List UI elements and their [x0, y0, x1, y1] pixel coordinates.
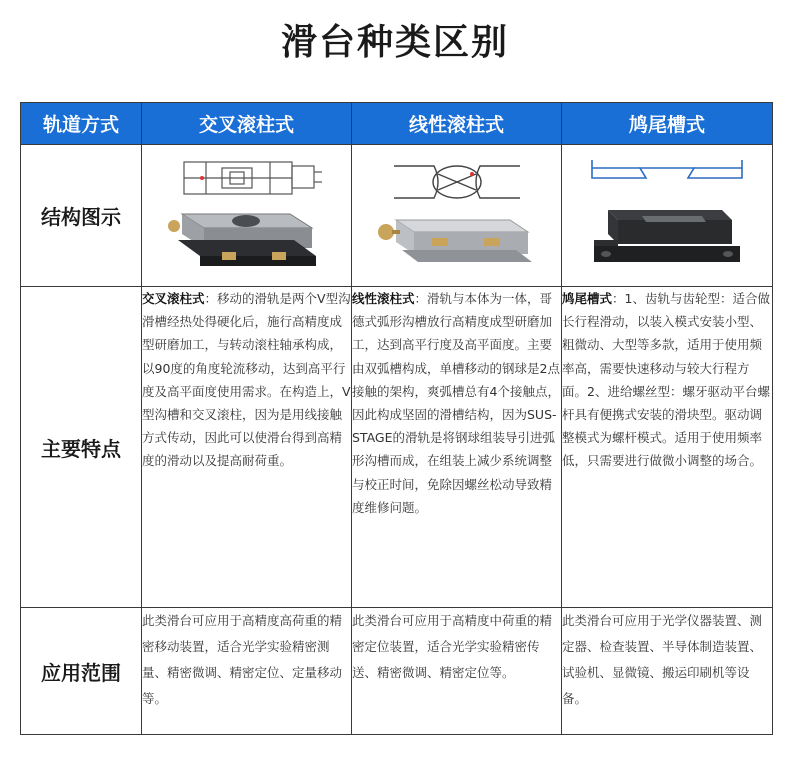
linear-roller-features [352, 287, 562, 608]
row-label-features: 主要特点 [21, 287, 142, 608]
linear-roller-image [352, 145, 562, 287]
row-label-structure: 结构图示 [21, 145, 142, 287]
dovetail-features [562, 287, 773, 608]
cross-roller-application: 此类滑台可应用于高精度高荷重的精密移动装置，适合光学实验精密测量、精密微调、精密定位、定量移动等。 [142, 608, 352, 735]
linear-roller-application: 此类滑台可应用于高精度中荷重的精密定位装置，适合光学实验精密传送、精密微调、精密定位等。 [352, 608, 562, 735]
dovetail-stage-illustration [582, 152, 752, 280]
dovetail-description: ：1、齿轨与齿轮型：适合做长行程滑动，以装入模式安装小型、粗微动、大型等多款，适用于使用频率高，需要快速移动与较大行程方面。2、进给螺丝型：螺牙驱动平台螺杆具有便携式安装的滑块型。驱动调整模式为螺杆模式。适用于使用频率低，只需要进行做微小调整的场合。 [562, 291, 770, 469]
linear-roller-term: 线性滚柱式 [352, 291, 415, 306]
cross-roller-description: ：移动的滑轨是两个V型沟滑槽经热处得硬化后，施行高精度成型研磨加工，与转动滚柱轴承构成，以90度的角度轮流移动，达到高平行度及高平面度使用需求。在构造上，V型沟槽和交叉滚柱，因为是用线接触方式传动，因此可以使滑台得到高精度的滑动以及提高耐荷重。 [142, 291, 351, 469]
row-label-application: 应用范围 [21, 608, 142, 735]
page-title: 滑台种类区别 [280, 22, 509, 63]
header-row [21, 103, 773, 145]
dovetail-application: 此类滑台可应用于光学仪器装置、测定器、检查装置、半导体制造装置、试验机、显微镜、搬运印刷机等设备。 [562, 608, 773, 735]
header-cross-roller: 交叉滚柱式 [142, 103, 352, 145]
cross-roller-stage-illustration [162, 152, 332, 280]
dovetail-image [562, 145, 773, 287]
application-row [21, 608, 773, 735]
header-linear-roller: 线性滚柱式 [352, 103, 562, 145]
cross-roller-features [142, 287, 352, 608]
comparison-table [20, 102, 773, 735]
linear-roller-stage-illustration [372, 152, 542, 280]
header-rail-type: 轨道方式 [21, 103, 142, 145]
dovetail-term: 鸠尾槽式 [562, 291, 613, 306]
header-dovetail: 鸠尾槽式 [562, 103, 773, 145]
structure-row [21, 145, 773, 287]
linear-roller-description: ：滑轨与本体为一体，哥德式弧形沟槽放行高精度成型研磨加工，达到高平行度及高平面度。主要由双弧槽构成，单槽移动的钢球是2点接触的架构，爽弧槽总有4个接触点，因此构成坚固的滑槽结构，因为SUS-STAGE的滑轨是将钢球组装导引进弧形沟槽而成，在组装上减少系统调整与校正时间，免除因螺丝松动导致精度维修问题。 [352, 291, 560, 515]
cross-roller-term: 交叉滚柱式 [142, 291, 205, 306]
features-row [21, 287, 773, 608]
cross-roller-image [142, 145, 352, 287]
